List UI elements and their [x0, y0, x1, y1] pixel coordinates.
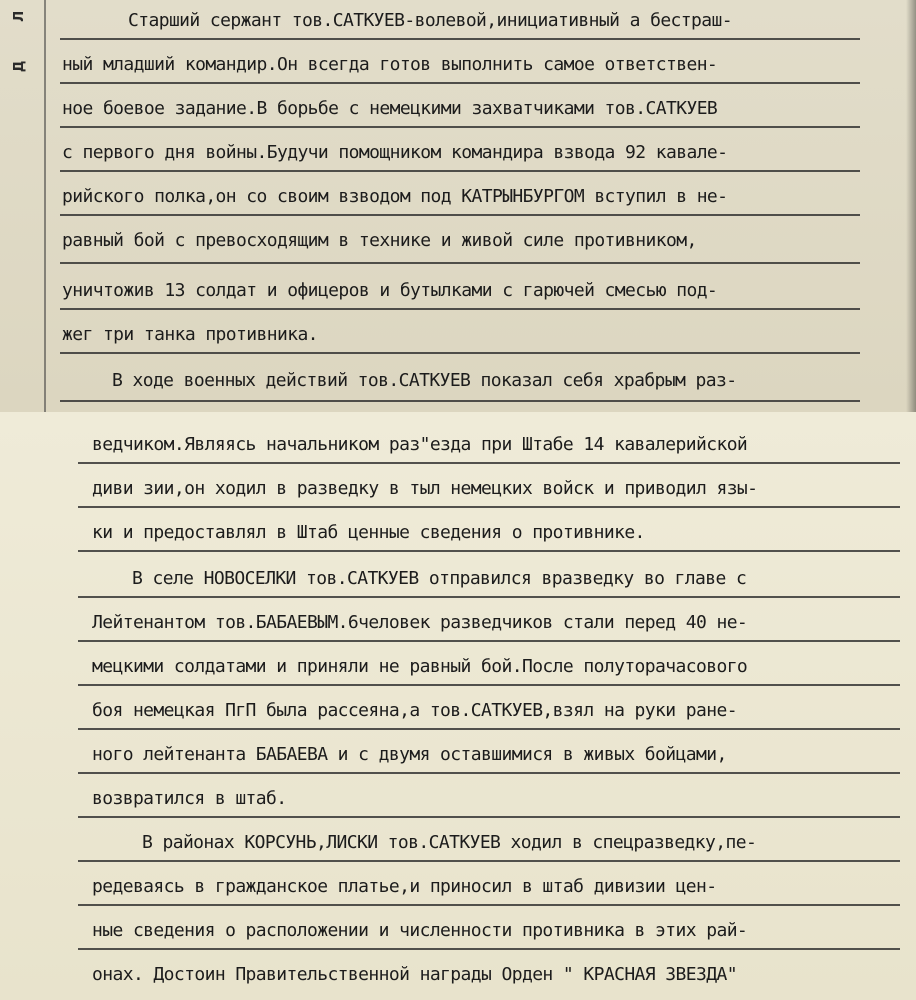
text-line: ки и предоставлял в Штаб ценные сведения о противнике.	[92, 522, 645, 543]
underline-rule	[60, 170, 860, 172]
text-line: В районах КОРСУНЬ,ЛИСКИ тов.САТКУЕВ ходил в спецразведку,пе-	[142, 832, 757, 853]
underline-rule	[78, 860, 900, 862]
underline-rule	[78, 904, 900, 906]
text-line: уничтожив 13 солдат и офицеров и бутылками с гарючей смесью под-	[62, 280, 718, 301]
text-line: равный бой с превосходящим в технике и живой силе противником,	[62, 230, 697, 251]
text-line: возвратился в штаб.	[92, 788, 287, 809]
text-line: В ходе военных действий тов.САТКУЕВ показал себя храбрым раз-	[112, 370, 737, 391]
underline-rule	[60, 38, 860, 40]
underline-rule	[60, 82, 860, 84]
underline-rule	[78, 816, 900, 818]
text-line: ведчиком.Являясь начальником раз"езда при Штабе 14 кавалерийской	[92, 434, 748, 455]
underline-rule	[78, 684, 900, 686]
text-line: Старший сержант тов.САТКУЕВ-волевой,инициативный а бестраш-	[128, 10, 732, 31]
underline-rule	[78, 948, 900, 950]
text-line: ные сведения о расположении и численности противника в этих рай-	[92, 920, 748, 941]
underline-rule	[78, 506, 900, 508]
text-line: мецкими солдатами и приняли не равный бой.После полуторачасового	[92, 656, 748, 677]
underline-rule	[78, 728, 900, 730]
margin-mark-d: д	[6, 61, 28, 72]
text-line: диви зии,он ходил в разведку в тыл немецких войск и приводил язы-	[92, 478, 758, 499]
bottom-document-sheet	[0, 412, 916, 1000]
text-line: онах. Достоин Правительственной награды Орден " КРАСНАЯ ЗВЕЗДА"	[92, 964, 737, 985]
underline-rule	[60, 126, 860, 128]
underline-rule	[78, 550, 900, 552]
text-line: боя немецкая ПгП была рассеяна,а тов.САТКУЕВ,взял на руки ране-	[92, 700, 737, 721]
underline-rule	[60, 352, 860, 354]
underline-rule	[78, 640, 900, 642]
text-line: жег три танка противника.	[62, 324, 318, 345]
text-line: редеваясь в гражданское платье,и приносил в штаб дивизии цен-	[92, 876, 717, 897]
underline-rule	[78, 462, 900, 464]
text-line: Лейтенантом тов.БАБАЕВЫМ.6человек разведчиков стали перед 40 не-	[92, 612, 748, 633]
underline-rule	[60, 308, 860, 310]
underline-rule	[60, 214, 860, 216]
text-line: с первого дня войны.Будучи помощником командира взвода 92 кавале-	[62, 142, 728, 163]
sheet-edge-shadow	[906, 0, 916, 412]
top-document-sheet	[0, 0, 916, 414]
text-line: В селе НОВОСЕЛКИ тов.САТКУЕВ отправился вразведку во главе с	[132, 568, 747, 589]
underline-rule	[60, 400, 860, 402]
text-line: ный младший командир.Он всегда готов выполнить самое ответствен-	[62, 54, 718, 75]
margin-mark-l: л	[6, 11, 28, 22]
text-line: рийского полка,он со своим взводом под КАТРЫНБУРГОМ вступил в не-	[62, 186, 728, 207]
margin-rule	[44, 0, 46, 412]
text-line: ного лейтенанта БАБАЕВА и с двумя оставшимися в живых бойцами,	[92, 744, 727, 765]
underline-rule	[60, 262, 860, 264]
text-line: ное боевое задание.В борьбе с немецкими захватчиками тов.САТКУЕВ	[62, 98, 718, 119]
underline-rule	[78, 772, 900, 774]
underline-rule	[78, 596, 900, 598]
